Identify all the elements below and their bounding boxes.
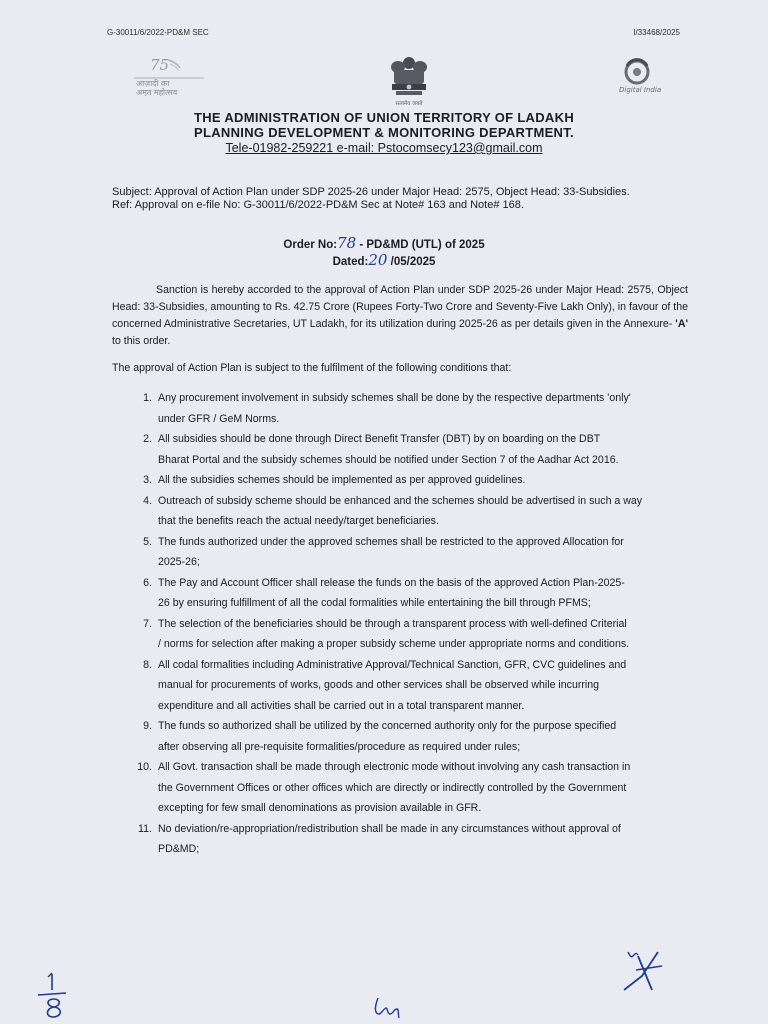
condition-text [158,716,696,757]
handwritten-day: 20 [368,251,388,269]
condition-line: The funds authorized under the approved schemes shall be restricted to the approved Allocation for [158,535,624,548]
condition-line: The selection of the beneficiaries should be through a transparent process with well-defined Criterial [158,617,627,630]
file-reference-right: I/33468/2025 [633,28,680,37]
azadi-ka-amrit-mahotsav-logo [128,56,208,96]
sanction-text-end: to this order. [112,335,171,347]
condition-line: expenditure and all activities shall be carried out in a total transparent manner. [158,699,525,712]
condition-line: PD&MD; [158,843,200,855]
condition-line: after observing all pre-requisite formalities/procedure as required under rules; [158,740,521,753]
national-emblem-icon [384,54,434,108]
header-line-1: THE ADMINISTRATION OF UNION TERRITORY OF LADAKH [193,110,575,125]
condition-number: 10. [137,761,152,773]
condition-item [126,429,696,470]
letterhead [0,110,768,156]
reference-line: Ref: Approval on e-file No: G-30011/6/2022-PD&M Sec at Note# 163 and Note# 168. [112,199,524,211]
conditions-list [126,388,696,860]
condition-text [158,429,696,470]
condition-number: 9. [143,720,152,732]
condition-item [126,614,696,655]
conditions-intro: The approval of Action Plan is subject to the fulfilment of the following conditions that: [112,362,512,374]
handwritten-page-number [30,968,74,1020]
svg-text:आज़ादी का: आज़ादी का [136,79,170,88]
subject-block [112,186,712,212]
svg-text:अमृत महोत्सव: अमृत महोत्सव [136,88,178,96]
logo-number: 75 [150,56,170,74]
condition-line: The Pay and Account Officer shall release the funds on the basis of the approved Action Plan-2025- [158,576,625,589]
condition-line: All codal formalities including Administrative Approval/Technical Sanction, GFR, CVC guidelines and [158,658,627,671]
condition-line: Any procurement involvement in subsidy schemes shall be done by the respective departments 'only' [158,392,631,404]
condition-text [158,388,696,429]
dated-prefix: Dated: [332,256,369,268]
condition-text [158,819,696,860]
condition-line: No deviation/re-appropriation/redistribution shall be made in any circumstances without approval of [158,822,621,835]
header-line-2: PLANNING DEVELOPMENT & MONITORING DEPARTMENT. [194,125,574,140]
condition-line: All the subsidies schemes should be implemented as per approved guidelines. [158,474,526,486]
order-prefix: Order No: [283,239,338,251]
subject-line: Subject: Approval of Action Plan under SDP 2025-26 under Major Head: 2575, Object Head: 33-Subsidies. [112,186,630,198]
svg-text:Digital India: Digital India [619,86,662,94]
condition-text [158,757,696,819]
condition-number: 2. [143,433,152,445]
condition-line: Bharat Portal and the subsidy schemes should be notified under Section 7 of the Aadhar Act 2016. [158,453,619,466]
condition-number: 4. [143,494,152,507]
condition-line: manual for procurements of works, goods and other services shall be observed while incurring [158,679,600,691]
condition-line: / norms for selection after making a proper subsidy scheme under appropriate norms and conditions. [158,638,630,650]
condition-item [126,757,696,819]
condition-item [126,716,696,757]
condition-number: 8. [143,658,152,671]
condition-line: 26 by ensuring fulfillment of all the codal formalities while entertaining the bill through PFMS; [158,597,591,609]
condition-line: under GFR / GeM Norms. [158,412,280,425]
header-contact: Tele-01982-259221 e-mail: Pstocomsecy123@gmail.com [225,141,543,155]
order-block [0,236,768,270]
condition-item [126,470,696,491]
condition-item [126,491,696,532]
condition-item [126,573,696,614]
condition-line: excepting for few small denominations as provision available in GFR. [158,802,482,814]
sanction-paragraph [112,282,688,350]
condition-line: The funds so authorized shall be utilized by the concerned authority only for the purpose specified [158,720,617,732]
condition-item [126,388,696,429]
dated-suffix: /05/2025 [387,256,436,268]
condition-item [126,819,696,860]
order-suffix: - PD&MD (UTL) of 2025 [356,239,485,251]
condition-text [158,573,696,614]
condition-line: 2025-26; [158,556,200,568]
condition-item [126,532,696,573]
condition-number: 6. [143,576,152,589]
condition-number: 5. [143,535,152,548]
order-date-line [0,253,768,270]
condition-line: that the benefits reach the actual needy/target beneficiaries. [158,515,439,527]
condition-text [158,470,696,491]
condition-number: 11. [138,822,152,835]
condition-number: 1. [143,392,152,404]
sanction-text: Sanction is hereby accorded to the approval of Action Plan under SDP 2025-26 under Major Head: 2575, Object Head: 33-Subsidies, amounting to Rs. 42.75 Crore (Rupees Forty-Two Crore and Seventy-Five Lakh Only), in favour of the concerned Administrative Secretaries, UT Ladakh, for its utilization during 2025-26 as per details given in the Annexure- [112,284,688,330]
annexure-ref: 'A' [675,318,688,330]
condition-text [158,532,696,573]
handwritten-initials [372,994,406,1020]
handwritten-signature [618,946,668,998]
digital-india-logo [617,58,667,98]
file-reference-left: G-30011/6/2022-PD&M SEC [107,28,209,37]
condition-line: the Government Offices or other offices which are directly or indirectly controlled by the Government [158,781,627,794]
condition-number: 7. [143,617,152,630]
condition-line: Outreach of subsidy scheme should be enhanced and the schemes should be advertised in such a way [158,494,643,507]
condition-item [126,655,696,717]
condition-line: All subsidies should be done through Direct Benefit Transfer (DBT) by on boarding on the DBT [158,433,601,445]
condition-text [158,614,696,655]
condition-text [158,655,696,717]
condition-line: All Govt. transaction shall be made through electronic mode without involving any cash transaction in [158,761,631,773]
svg-text:सत्यमेव जयते: सत्यमेव जयते [395,101,423,107]
condition-text [158,491,696,532]
condition-number: 3. [143,474,152,486]
handwritten-order-number: 78 [337,234,357,252]
